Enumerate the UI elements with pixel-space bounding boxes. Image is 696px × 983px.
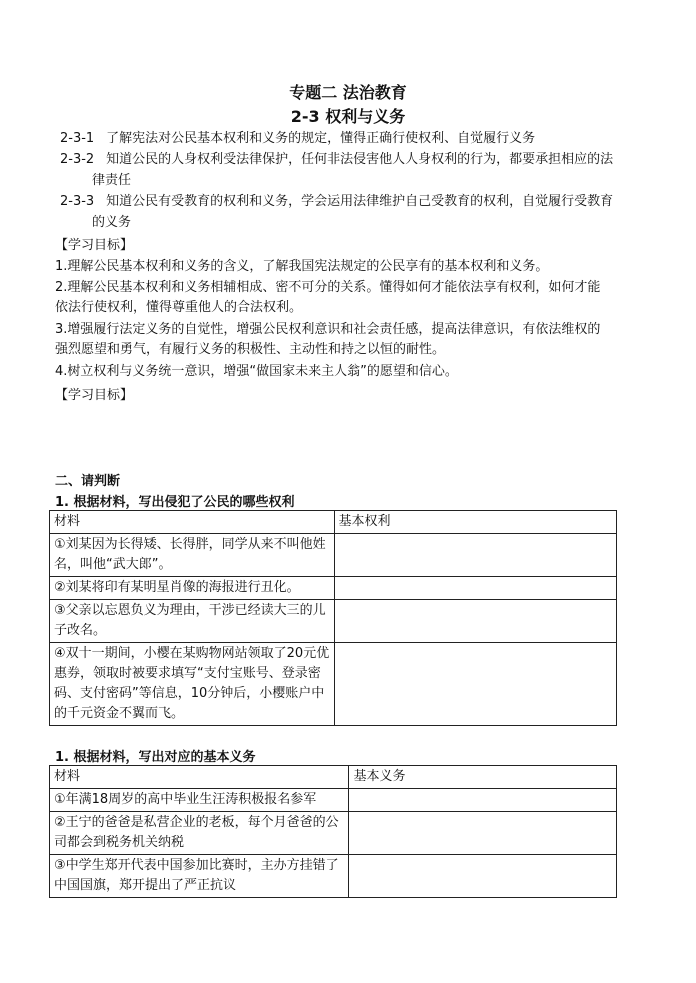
answer-cell[interactable] (334, 577, 616, 600)
table-row (50, 534, 617, 577)
material-cell: ③父亲以忘恩负义为理由，干涉已经读大三的儿子改名。 (50, 600, 335, 643)
goals-heading: 【学习目标】 (55, 238, 134, 253)
answer-cell[interactable] (334, 643, 616, 726)
goal-item (55, 257, 645, 277)
table-row (50, 577, 617, 600)
rights-table (49, 510, 617, 726)
standard-code: 2-3-3 (60, 194, 95, 209)
answer-cell[interactable] (334, 534, 616, 577)
table-row (50, 855, 617, 898)
goal-line: 强烈愿望和勇气，有履行义务的积极性、主动性和持之以恒的耐性。 (55, 342, 446, 357)
standard-text-cont: 的义务 (92, 215, 132, 230)
standard-code: 2-3-1 (60, 131, 95, 146)
goal-item (55, 362, 645, 382)
doc-title: 专题二 法治教育 (289, 83, 407, 102)
goal-line: 3.增强履行法定义务的自觉性，增强公民权利意识和社会责任感，提高法律意识，有依法维权的 (55, 322, 601, 337)
question-1-title: 1. 根据材料，写出侵犯了公民的哪些权利 (55, 495, 295, 510)
standard-text: 了解宪法对公民基本权利和义务的规定，懂得正确行使权利、自觉履行义务 (106, 131, 536, 146)
standard-text-cont: 律责任 (92, 173, 132, 188)
answer-cell[interactable] (349, 812, 617, 855)
goal-item (55, 320, 645, 360)
material-cell: ①刘某因为长得矮、长得胖，同学从来不叫他姓名，叫他“武大郎”。 (50, 534, 335, 577)
material-cell: ②刘某将印有某明星肖像的海报进行丑化。 (50, 577, 335, 600)
standard-code: 2-3-2 (60, 152, 95, 167)
table-row (50, 789, 617, 812)
goal-item (55, 278, 645, 318)
column-header: 材料 (50, 511, 335, 534)
material-cell: ④双十一期间，小樱在某购物网站领取了20元优惠券，领取时被要求填写“支付宝账号、登录密码、支付密码”等信息，10分钟后，小樱账户中的千元资金不翼而飞。 (50, 643, 335, 726)
question-2-title: 1. 根据材料，写出对应的基本义务 (55, 750, 256, 765)
table-row (50, 812, 617, 855)
material-cell: ③中学生郑开代表中国参加比赛时，主办方挂错了中国国旗，郑开提出了严正抗议 (50, 855, 349, 898)
duties-table (49, 765, 617, 898)
goal-line: 1.理解公民基本权利和义务的含义，了解我国宪法规定的公民享有的基本权利和义务。 (55, 259, 549, 274)
standard-item (60, 149, 640, 191)
column-header: 材料 (50, 766, 349, 789)
table-row (50, 600, 617, 643)
table-header-row (50, 766, 617, 789)
doc-subtitle: 2-3 权利与义务 (290, 107, 406, 126)
table-header-row (50, 511, 617, 534)
material-cell: ①年满18周岁的高中毕业生汪涛积极报名参军 (50, 789, 349, 812)
table-row (50, 643, 617, 726)
column-header: 基本义务 (349, 766, 617, 789)
standard-text: 知道公民有受教育的权利和义务，学会运用法律维护自己受教育的权利，自觉履行受教育 (106, 194, 614, 209)
goal-line: 2.理解公民基本权利和义务相辅相成、密不可分的关系。懂得如何才能依法享有权利，如何才能 (55, 280, 601, 295)
answer-cell[interactable] (349, 855, 617, 898)
answer-cell[interactable] (349, 789, 617, 812)
section-title: 二、请判断 (55, 474, 121, 489)
goal-line: 4.树立权利与义务统一意识，增强“做国家未来主人翁”的愿望和信心。 (55, 364, 458, 379)
column-header: 基本权利 (334, 511, 616, 534)
standard-item (60, 128, 640, 149)
standard-text: 知道公民的人身权利受法律保护，任何非法侵害他人人身权利的行为，都要承担相应的法 (106, 152, 614, 167)
standard-item (60, 191, 640, 233)
material-cell: ②王宁的爸爸是私营企业的老板，每个月爸爸的公司都会到税务机关纳税 (50, 812, 349, 855)
goal-line: 依法行使权利，懂得尊重他人的合法权利。 (55, 300, 303, 315)
goals-heading-2: 【学习目标】 (55, 388, 134, 403)
answer-cell[interactable] (334, 600, 616, 643)
